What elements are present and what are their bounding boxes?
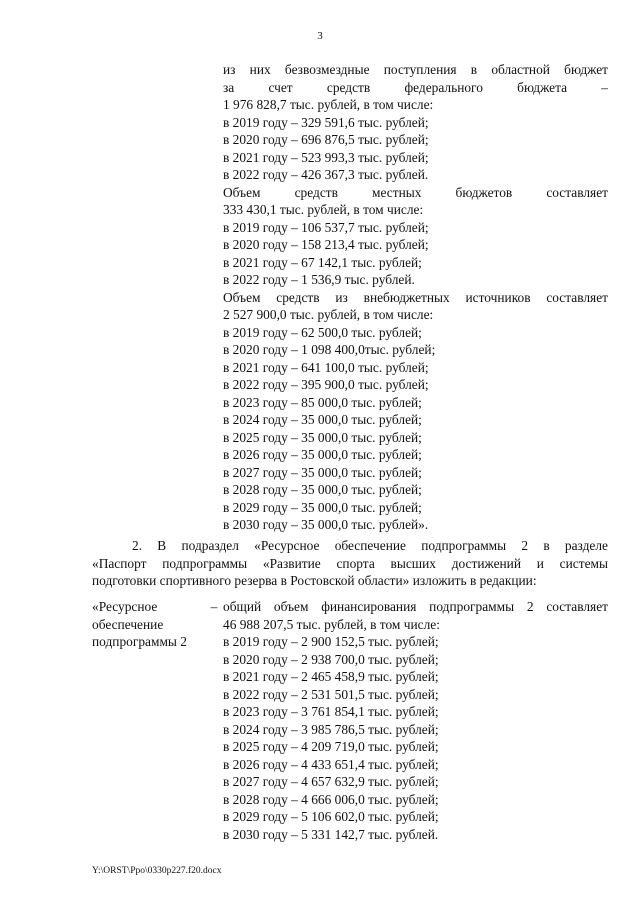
list-item: в 2020 году – 1 098 400,0тыс. рублей; xyxy=(223,342,436,357)
section-2-paragraph xyxy=(92,537,608,590)
text-line: подготовки спортивного резерва в Ростовской области» изложить в редакции: xyxy=(92,573,537,588)
passport-dash: – xyxy=(210,599,218,614)
list-item: в 2022 году – 2 531 501,5 тыс. рублей; xyxy=(223,686,439,702)
label-line: «Ресурсное xyxy=(92,599,158,614)
list-item: в 2022 году – 395 900,0 тыс. рублей; xyxy=(223,377,429,392)
label-line: обеспечение xyxy=(92,616,164,632)
list-item: в 2019 году – 2 900 152,5 тыс. рублей; xyxy=(223,634,439,649)
budget-text-block xyxy=(223,61,608,534)
label-line: подпрограммы 2 xyxy=(92,634,187,649)
list-item: в 2020 году – 158 213,4 тыс. рублей; xyxy=(223,237,429,252)
text-line: общий объем финансирования подпрограммы 2 составляет xyxy=(223,599,608,614)
text-line: 2. В подраздел «Ресурсное обеспечение подпрограммы 2 в разделе xyxy=(132,538,608,553)
text-line: 333 430,1 тыс. рублей, в том числе: xyxy=(223,202,424,217)
list-item: в 2030 году – 5 331 142,7 тыс. рублей. xyxy=(223,826,439,842)
list-item: в 2027 году – 35 000,0 тыс. рублей; xyxy=(223,464,422,480)
passport-label xyxy=(92,598,204,651)
list-item: в 2025 году – 4 209 719,0 тыс. рублей; xyxy=(223,739,439,754)
list-item: в 2019 году – 329 591,6 тыс. рублей; xyxy=(223,114,429,130)
list-item: в 2029 году – 5 106 602,0 тыс. рублей; xyxy=(223,809,439,824)
passport-body xyxy=(223,598,608,843)
list-item: в 2028 году – 35 000,0 тыс. рублей; xyxy=(223,482,422,497)
list-item: в 2026 году – 35 000,0 тыс. рублей; xyxy=(223,447,422,462)
list-item: в 2025 году – 35 000,0 тыс. рублей; xyxy=(223,429,422,445)
list-item: в 2028 году – 4 666 006,0 тыс. рублей; xyxy=(223,791,439,807)
list-item: в 2030 году – 35 000,0 тыс. рублей». xyxy=(223,517,429,532)
list-item: в 2021 году – 641 100,0 тыс. рублей; xyxy=(223,359,429,375)
text-line: 1 976 828,7 тыс. рублей, в том числе: xyxy=(223,97,434,112)
list-item: в 2019 году – 62 500,0 тыс. рублей; xyxy=(223,324,422,340)
list-item: в 2019 году – 106 537,7 тыс. рублей; xyxy=(223,219,429,235)
text-line: Объем средств из внебюджетных источников составляет xyxy=(223,289,608,305)
list-item: в 2023 году – 85 000,0 тыс. рублей; xyxy=(223,394,422,410)
list-item: в 2022 году – 1 536,9 тыс. рублей. xyxy=(223,272,415,287)
list-item: в 2020 году – 2 938 700,0 тыс. рублей; xyxy=(223,651,439,667)
list-item: в 2020 году – 696 876,5 тыс. рублей; xyxy=(223,132,429,147)
list-item: в 2022 году – 426 367,3 тыс. рублей. xyxy=(223,167,429,182)
list-item: в 2029 году – 35 000,0 тыс. рублей; xyxy=(223,499,422,515)
text-line: из них безвозмездные поступления в областной бюджет xyxy=(223,62,608,77)
list-item: в 2024 году – 3 985 786,5 тыс. рублей; xyxy=(223,721,439,737)
text-line: «Паспорт подпрограммы «Развитие спорта высших достижений и системы xyxy=(92,555,608,571)
list-item: в 2021 году – 67 142,1 тыс. рублей; xyxy=(223,254,422,270)
text-line: 2 527 900,0 тыс. рублей, в том числе: xyxy=(223,307,434,322)
file-path-footer: Y:\ORST\Ppo\0330p227.f20.docx xyxy=(92,866,222,876)
list-item: в 2026 году – 4 433 651,4 тыс. рублей; xyxy=(223,756,439,772)
text-line: 46 988 207,5 тыс. рублей, в том числе: xyxy=(223,616,440,632)
page-number: 3 xyxy=(317,30,323,42)
list-item: в 2021 году – 523 993,3 тыс. рублей; xyxy=(223,149,429,165)
text-line: Объем средств местных бюджетов составляет xyxy=(223,184,608,200)
text-line: за счет средств федерального бюджета – xyxy=(223,79,608,95)
list-item: в 2023 году – 3 761 854,1 тыс. рублей; xyxy=(223,704,439,719)
list-item: в 2027 году – 4 657 632,9 тыс. рублей; xyxy=(223,774,439,789)
list-item: в 2021 году – 2 465 458,9 тыс. рублей; xyxy=(223,669,439,684)
list-item: в 2024 году – 35 000,0 тыс. рублей; xyxy=(223,412,422,427)
